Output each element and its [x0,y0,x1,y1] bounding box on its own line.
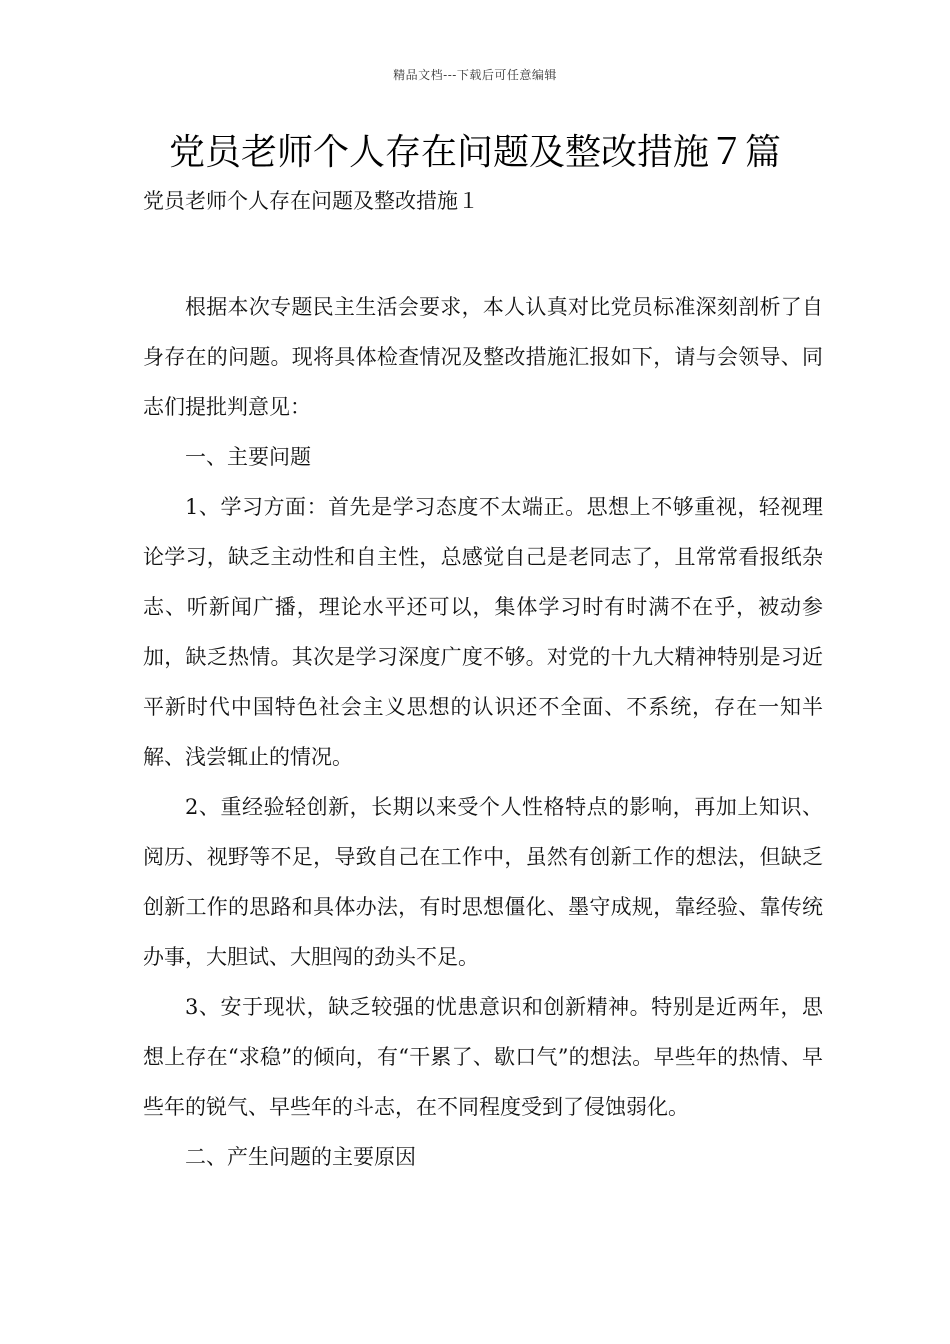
document-body [143,282,823,1182]
header-note: 精品文档---下载后可任意编辑 [393,68,557,82]
paragraph-complacency-issues: 3、安于现状，缺乏较强的忧患意识和创新精神。特别是近两年，思想上存在“求稳”的倾向，有“干累了、歇口气”的想法。早些年的热情、早些年的锐气、早些年的斗志，在不同程度受到了侵蚀弱化。 [143,995,823,1119]
section-heading-causes: 二、产生问题的主要原因 [185,1145,416,1169]
paragraph-intro: 根据本次专题民主生活会要求，本人认真对比党员标准深刻剖析了自身存在的问题。现将具体检查情况及整改措施汇报如下，请与会领导、同志们提批判意见： [143,295,823,419]
document-subtitle: 党员老师个人存在问题及整改措施１ [143,189,479,213]
paragraph-study-issues: 1、学习方面：首先是学习态度不太端正。思想上不够重视，轻视理论学习，缺乏主动性和自主性，总感觉自己是老同志了，且常常看报纸杂志、听新闻广播，理论水平还可以，集体学习时有时满不在乎，被动参加，缺乏热情。其次是学习深度广度不够。对党的十九大精神特别是习近平新时代中国特色社会主义思想的认识还不全面、不系统，存在一知半解、浅尝辄止的情况。 [143,495,823,769]
document-title: 党员老师个人存在问题及整改措施７篇 [168,132,781,173]
paragraph-innovation-issues: 2、重经验轻创新，长期以来受个人性格特点的影响，再加上知识、阅历、视野等不足，导致自己在工作中，虽然有创新工作的想法，但缺乏创新工作的思路和具体办法，有时思想僵化、墨守成规，靠经验、靠传统办事，大胆试、大胆闯的劲头不足。 [143,795,823,969]
section-heading-main-problems: 一、主要问题 [185,445,311,469]
